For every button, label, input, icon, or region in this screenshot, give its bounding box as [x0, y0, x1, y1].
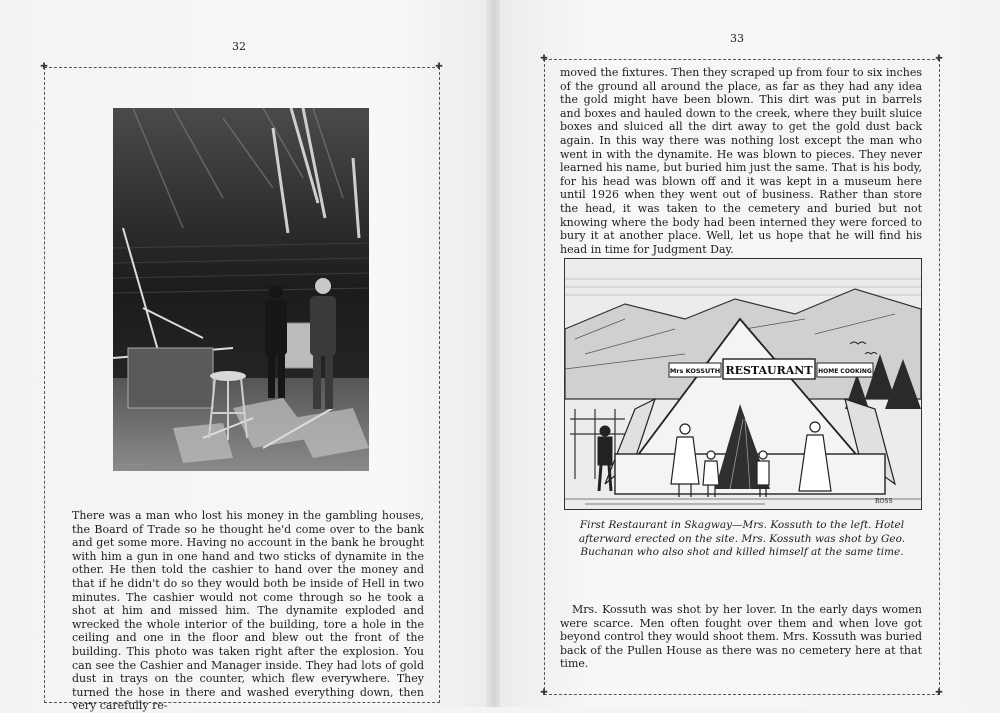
page-number: 32 [232, 40, 246, 53]
right-page [500, 0, 1000, 707]
border-corner-ornament: ✚ [540, 54, 548, 64]
artist-signature: ROSS [875, 498, 893, 505]
sign-home-cooking-label: HOME COOKING [818, 368, 872, 375]
page-number: 33 [730, 32, 744, 45]
border-corner-ornament: ✚ [40, 62, 48, 72]
restaurant-sketch [564, 258, 922, 510]
sign-owner-label: Mrs KOSSUTH [669, 367, 721, 375]
kossuth-story: Mrs. Kossuth was shot by her lover. In the early days women were scarce. Men often fought over them and when love got beyond control they would shoot them. Mrs. Kossuth was buried back of the Pullen House as there was no cemetery here at that time. [560, 603, 922, 671]
sketch-caption: First Restaurant in Skagway—Mrs. Kossuth to the left. Hotel afterward erected on the site. Mrs. Kossuth was shot by Geo. Buchanan who also shot and killed himself at the same time. [578, 519, 906, 558]
sign-restaurant-label: RESTAURANT [725, 364, 813, 377]
gold-recovery-story: moved the fixtures. Then they scraped up from four to six inches of the ground all around the place, as far as they had any idea the gold might have been blown. This dirt was put in barrels and boxes and hauled down to the creek, where they built sluice boxes and sluiced all the dirt away to get the gold dust back again. In this way there was nothing lost except the man who went in with the dynamite. He was blown to pieces. They never learned his name, but buried him just the same. That is his body, for his head was blown off and it was kept in a museum here until 1926 when they went out of business. Rather than store the head, it was taken to the cemetery and buried but not knowing where the body had been interned they were forced to bury it at another place. Well, let us hope that he will find his head in time for Judgment Day. [560, 66, 922, 256]
left-page [0, 0, 488, 713]
border-corner-ornament: ✚ [540, 688, 548, 698]
border-corner-ornament: ✚ [935, 54, 943, 64]
border-corner-ornament: ✚ [435, 62, 443, 72]
explosion-photo [113, 108, 369, 471]
border-corner-ornament: ✚ [935, 688, 943, 698]
bank-explosion-story: There was a man who lost his money in the gambling houses, the Board of Trade so he thought he'd come over to the bank and get some more. Having no account in the bank he brought with him a gun in one hand and two sticks of dynamite in the other. He then told the cashier to hand over the money and that if he didn't do so they would both be inside of Hell in two minutes. The cashier would not come through so he took a shot at him and missed him. The dynamite exploded and wrecked the whole interior of the building, tore a hole in the ceiling and one in the floor and blew out the front of the building. This photo was taken right after the explosion. You can see the Cashier and Manager inside. They had lots of gold dust in trays on the counter, which flew everywhere. They turned the hose in there and washed everything down, then very carefully re- [72, 509, 424, 713]
restaurant-tent-icon [565, 259, 921, 509]
svg-text:· · · · · · · · ·: · · · · · · · · · [121, 462, 149, 468]
explosion-photo-icon [113, 108, 369, 471]
